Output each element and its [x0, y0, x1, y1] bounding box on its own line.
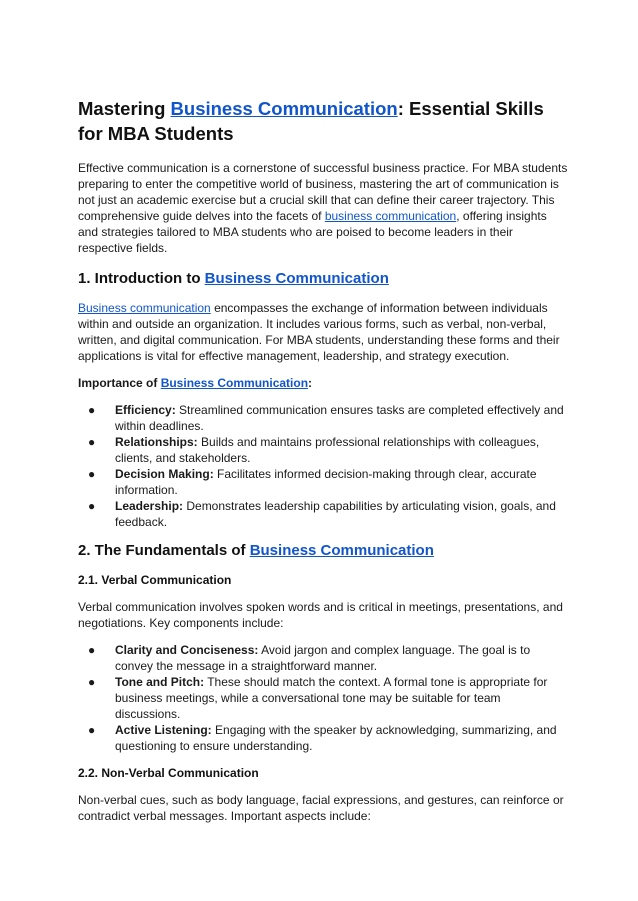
list-item-text: Demonstrates leadership capabilities by articulating vision, goals, and feedback.: [115, 499, 556, 529]
importance-link[interactable]: Business Communication: [160, 376, 309, 390]
importance-prefix: Importance of: [78, 376, 161, 390]
section-1-para-link[interactable]: Business communication: [78, 301, 211, 315]
document-page: [78, 96, 568, 835]
bullet-icon: ●: [88, 403, 96, 417]
list-item: [78, 498, 568, 530]
list-item-term: Clarity and Conciseness:: [115, 643, 259, 657]
intro-paragraph: [78, 160, 568, 256]
title-suffix: : Essential Skills for MBA Students: [78, 98, 544, 144]
section-2-heading-text: 2. The Fundamentals of: [78, 542, 250, 559]
section-1-heading-link[interactable]: Business Communication: [204, 270, 389, 287]
intro-text-1: Effective communication is a cornerstone of successful business practice. For MBA students preparing to enter the competitive world of business, mastering the art of communication is not just an academic exercise but a crucial skill that can define their career trajectory. This comprehensive guide delves into the facets of: [78, 161, 568, 223]
list-item-text: These should match the context. A formal tone is appropriate for business meetings, while a conversational tone may be suitable for team discussions.: [115, 675, 548, 721]
section-1-heading-text: 1. Introduction to: [78, 270, 205, 287]
subsection-2-2-heading: 2.2. Non-Verbal Communication: [78, 766, 259, 780]
bullet-icon: ●: [88, 467, 96, 481]
list-item-text: Avoid jargon and complex language. The goal is to convey the message in a straightforward manner.: [115, 643, 531, 673]
list-item: [78, 722, 568, 754]
list-item: [78, 434, 568, 466]
verbal-list: [78, 642, 568, 754]
list-item: [78, 642, 568, 674]
bullet-icon: ●: [88, 499, 96, 513]
section-2-heading-link[interactable]: Business Communication: [249, 542, 434, 559]
intro-text-2: , offering insights and strategies tailored to MBA students who are poised to become leaders in their respective fields.: [78, 209, 547, 255]
section-1-heading: [78, 269, 568, 289]
section-1-paragraph: [78, 300, 568, 364]
bullet-icon: ●: [88, 675, 96, 689]
bullet-icon: ●: [88, 435, 96, 449]
subsection-2-1-heading: 2.1. Verbal Communication: [78, 573, 232, 587]
subsection-2-2-paragraph: Non-verbal cues, such as body language, facial expressions, and gestures, can reinforce or contradict verbal messages. Important aspects include:: [78, 793, 564, 823]
list-item-text: Builds and maintains professional relationships with colleagues, clients, and stakeholders.: [115, 435, 540, 465]
importance-suffix: :: [308, 376, 313, 390]
list-item-text: Streamlined communication ensures tasks are completed effectively and within deadlines.: [115, 403, 564, 433]
list-item-text: Engaging with the speaker by acknowledging, summarizing, and questioning to ensure understanding.: [115, 723, 557, 753]
title-link[interactable]: Business Communication: [170, 98, 398, 119]
list-item-term: Efficiency:: [115, 403, 176, 417]
list-item-term: Decision Making:: [115, 467, 214, 481]
subsection-2-1-paragraph: Verbal communication involves spoken words and is critical in meetings, presentations, and negotiations. Key components include:: [78, 600, 563, 630]
list-item: [78, 466, 568, 498]
page-title: [78, 96, 568, 146]
importance-heading: [78, 375, 568, 391]
list-item-text: Facilitates informed decision-making through clear, accurate information.: [115, 467, 537, 497]
section-2-heading: [78, 541, 568, 561]
bullet-icon: ●: [88, 723, 96, 737]
list-item-term: Relationships:: [115, 435, 198, 449]
list-item: [78, 402, 568, 434]
importance-list: [78, 402, 568, 530]
bullet-icon: ●: [88, 643, 96, 657]
title-prefix: Mastering: [78, 98, 171, 119]
list-item-term: Active Listening:: [115, 723, 212, 737]
list-item-term: Leadership:: [115, 499, 184, 513]
list-item: [78, 674, 568, 722]
intro-link[interactable]: business communication: [324, 209, 457, 223]
section-1-para-text: encompasses the exchange of information between individuals within and outside an organization. It includes various forms, such as verbal, non-verbal, written, and digital communication. For MBA students, understanding these forms and their applications is vital for effective management, leadership, and strategy execution.: [78, 301, 560, 363]
list-item-term: Tone and Pitch:: [115, 675, 205, 689]
